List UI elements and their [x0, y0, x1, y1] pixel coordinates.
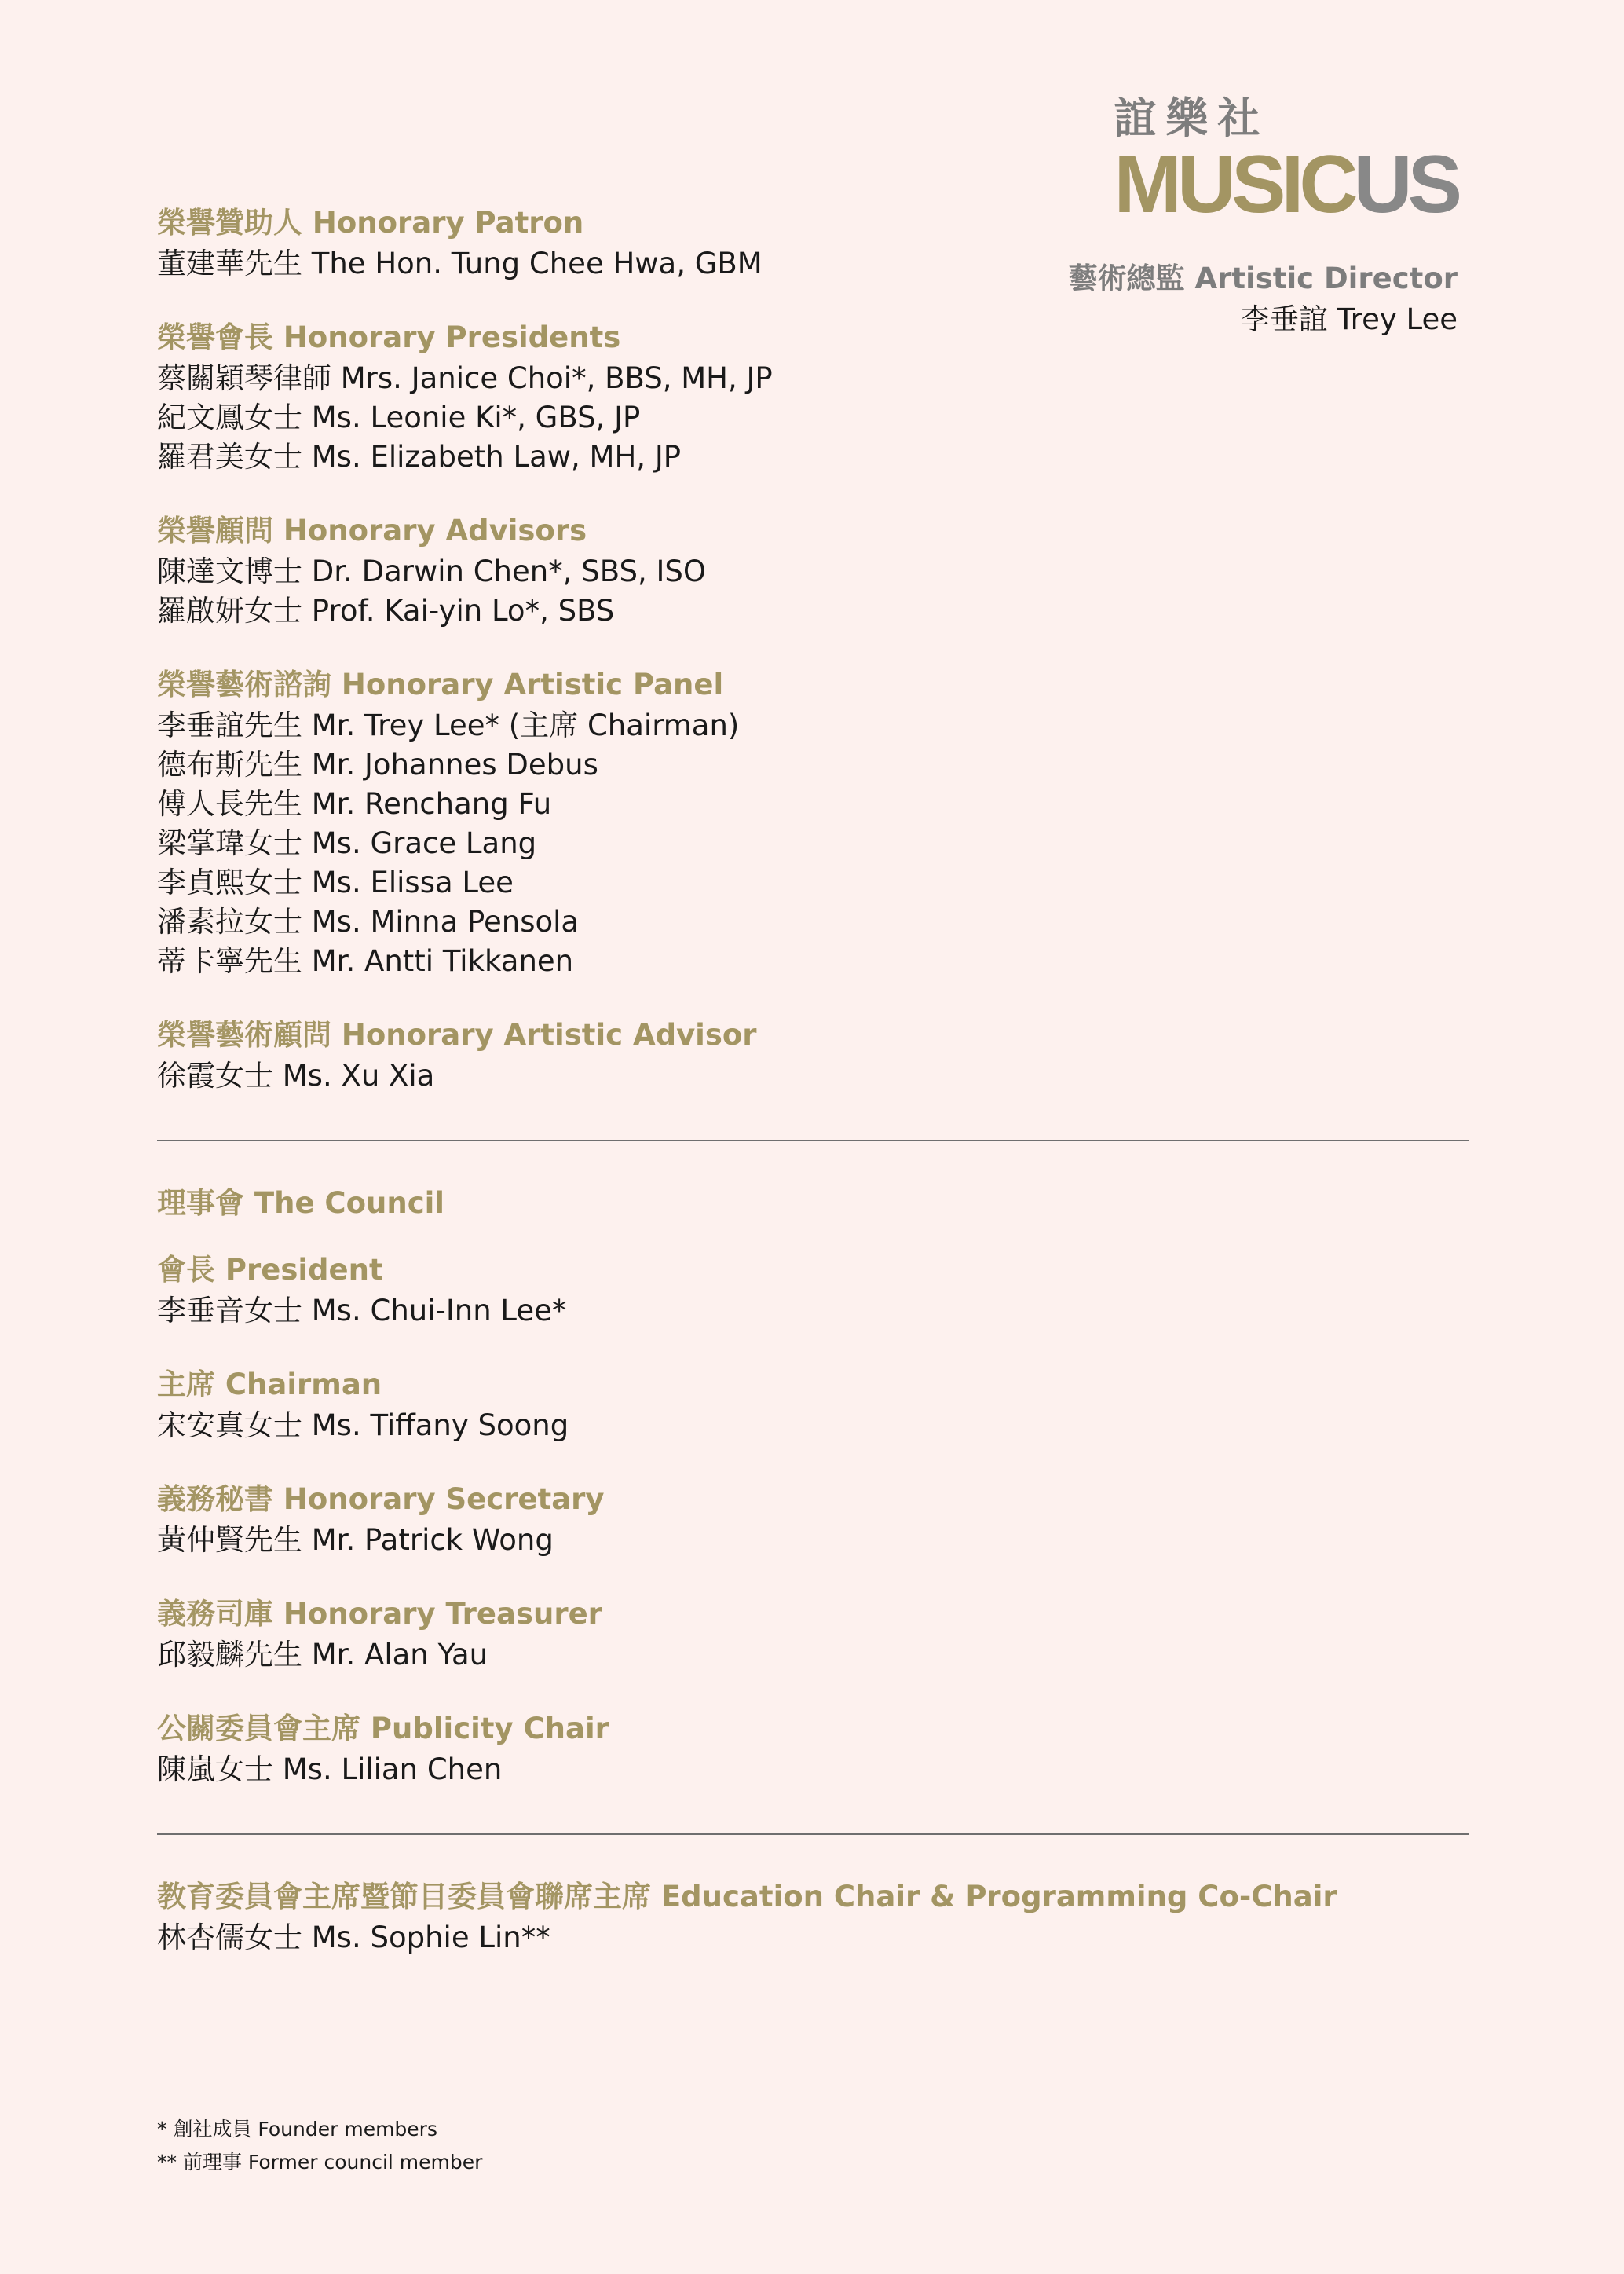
publicity-chair-section	[157, 1708, 609, 1789]
artistic-director-name: 李垂誼 Trey Lee	[1240, 302, 1458, 336]
section-title: 教育委員會主席暨節目委員會聯席主席 Education Chair & Programming Co-Chair	[157, 1880, 1337, 1913]
education-chair-section	[157, 1876, 1337, 1957]
member-line: 傅人長先生 Mr. Renchang Fu	[157, 787, 552, 821]
member-line: 李垂音女士 Ms. Chui-Inn Lee*	[157, 1294, 567, 1327]
divider	[157, 1833, 1469, 1835]
section-title: 會長 President	[157, 1253, 383, 1287]
logo-chinese: 誼樂社	[1114, 93, 1270, 143]
member-line: 董建華先生 The Hon. Tung Chee Hwa, GBM	[157, 247, 763, 280]
member-line: 羅君美女士 Ms. Elizabeth Law, MH, JP	[157, 440, 682, 474]
member-line: 潘素拉女士 Ms. Minna Pensola	[157, 905, 580, 939]
musicus-logo	[1114, 85, 1458, 230]
chairman-section	[157, 1364, 569, 1445]
member-line: 徐霞女士 Ms. Xu Xia	[157, 1059, 435, 1093]
section-title: 義務秘書 Honorary Secretary	[157, 1482, 605, 1516]
member-line: 陳達文博士 Dr. Darwin Chen*, SBS, ISO	[157, 555, 706, 588]
honorary-presidents-section	[157, 317, 773, 477]
section-title: 榮譽會長 Honorary Presidents	[157, 320, 621, 354]
logo-english	[1114, 139, 1458, 230]
footnotes	[157, 2113, 482, 2179]
section-title: 榮譽藝術顧問 Honorary Artistic Advisor	[157, 1018, 757, 1052]
member-line: 梁掌瑋女士 Ms. Grace Lang	[157, 826, 537, 860]
divider	[157, 1140, 1469, 1141]
artistic-director-title: 藝術總監 Artistic Director	[1068, 262, 1458, 295]
logo-english-part2: US	[1353, 139, 1458, 230]
section-title: 榮譽藝術諮詢 Honorary Artistic Panel	[157, 668, 724, 701]
honorary-patron-section	[157, 202, 763, 284]
honorary-treasurer-section	[157, 1593, 602, 1675]
president-section	[157, 1249, 566, 1331]
member-line: 蔡關穎琴律師 Mrs. Janice Choi*, BBS, MH, JP	[157, 361, 773, 395]
section-title: 公關委員會主席 Publicity Chair	[157, 1712, 609, 1745]
member-line: 黃仲賢先生 Mr. Patrick Wong	[157, 1523, 554, 1557]
member-line: 羅啟妍女士 Prof. Kai-yin Lo*, SBS	[157, 594, 615, 628]
member-line: 宋安真女士 Ms. Tiffany Soong	[157, 1408, 569, 1442]
council-heading-section	[157, 1182, 444, 1225]
member-line: 李貞熙女士 Ms. Elissa Lee	[157, 866, 514, 899]
logo-english-part1: MUSIC	[1114, 139, 1354, 230]
footnote-founder: * 創社成員 Founder members	[157, 2118, 437, 2140]
member-line: 陳嵐女士 Ms. Lilian Chen	[157, 1752, 503, 1786]
member-line: 德布斯先生 Mr. Johannes Debus	[157, 748, 598, 782]
honorary-artistic-advisor-section	[157, 1014, 757, 1096]
section-title: 義務司庫 Honorary Treasurer	[157, 1597, 602, 1631]
member-line: 蒂卡寧先生 Mr. Antti Tikkanen	[157, 944, 574, 978]
section-title: 榮譽顧問 Honorary Advisors	[157, 514, 587, 547]
honorary-artistic-panel-section	[157, 664, 739, 981]
section-title: 主席 Chairman	[157, 1368, 382, 1401]
honorary-secretary-section	[157, 1478, 605, 1560]
member-line: 紀文鳳女士 Ms. Leonie Ki*, GBS, JP	[157, 401, 641, 434]
footnote-former: ** 前理事 Former council member	[157, 2151, 483, 2173]
council-heading: 理事會 The Council	[157, 1186, 444, 1220]
member-line: 李垂誼先生 Mr. Trey Lee* (主席 Chairman)	[157, 709, 740, 742]
section-title: 榮譽贊助人 Honorary Patron	[157, 206, 584, 240]
honorary-advisors-section	[157, 510, 706, 631]
artistic-director-block	[1069, 258, 1458, 339]
member-line: 邱毅麟先生 Mr. Alan Yau	[157, 1638, 488, 1672]
member-line: 林杏儒女士 Ms. Sophie Lin**	[157, 1921, 550, 1954]
